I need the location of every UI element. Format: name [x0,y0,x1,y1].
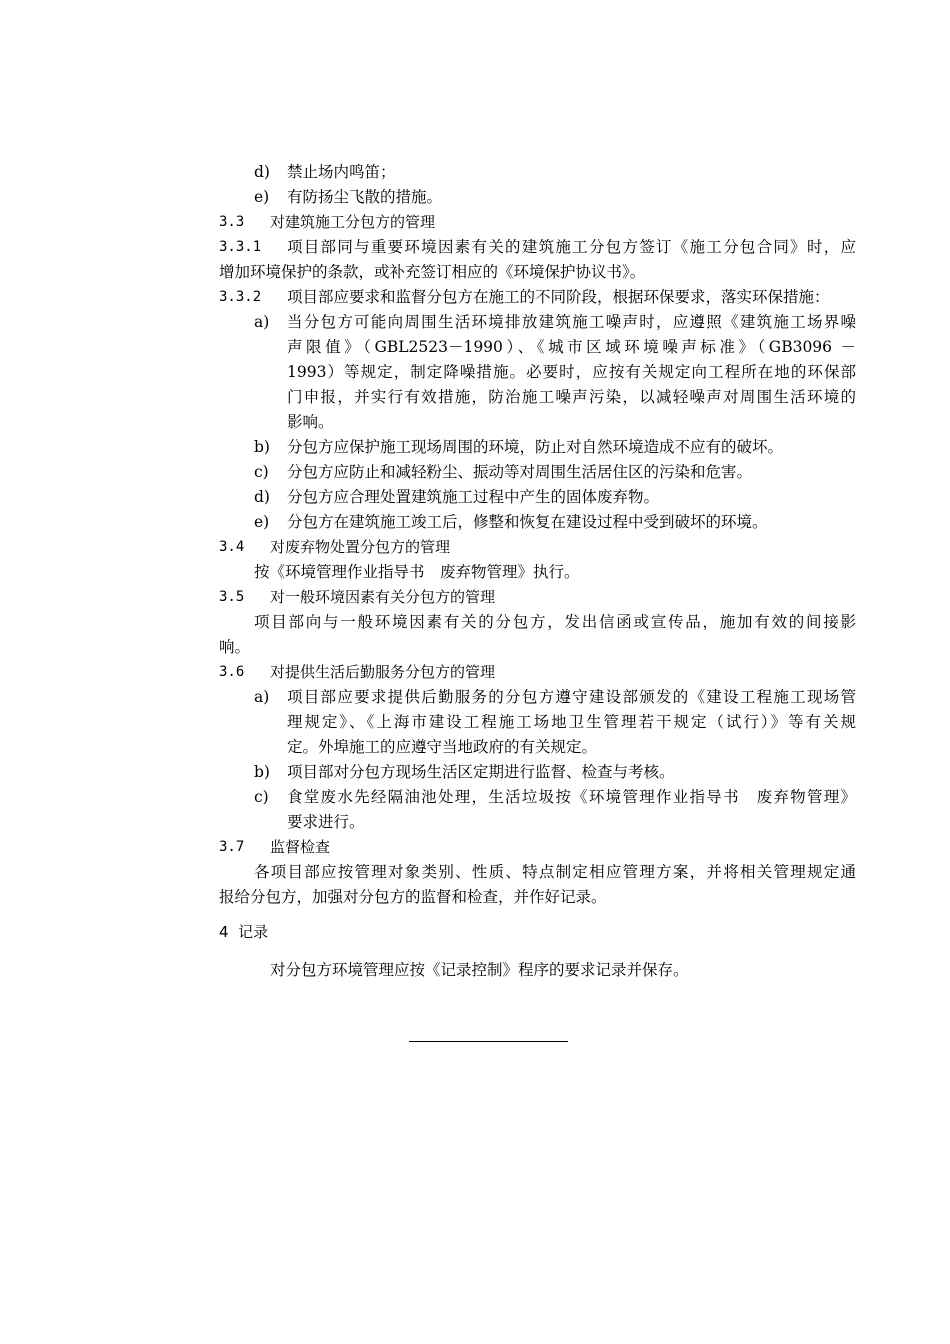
paragraph-line: 报给分包方，加强对分包方的监督和检查，并作好记录。 [219,888,607,906]
list-item-line: 要求进行。 [287,813,365,831]
list-label: c) [254,788,269,806]
list-label: a) [254,313,270,331]
list-item-text: 分包方在建筑施工竣工后，修整和恢复在建设过程中受到破坏的环境。 [287,513,768,531]
paragraph-line: 响。 [219,638,251,656]
list-item-line: 项目部应要求提供后勤服务的分包方遵守建设部颁发的《建设工程施工现场管 [287,688,856,706]
list-item-text: 有防扬尘飞散的措施。 [287,188,443,206]
section-number: 3.6 [219,664,245,680]
list-item-line: 影响。 [287,413,334,431]
subsection-number: 3.3.2 [219,289,262,305]
section-number: 3.4 [219,539,245,555]
list-item-line: 当分包方可能向周围生活环境排放建筑施工噪声时，应遵照《建筑施工场界噪 [287,313,856,331]
list-label: e) [254,513,270,531]
paragraph-line: 增加环境保护的条款，或补充签订相应的《环境保护协议书》。 [219,263,646,281]
section-heading: 对提供生活后勤服务分包方的管理 [270,663,496,681]
section-heading: 对一般环境因素有关分包方的管理 [270,588,496,606]
section-heading: 对建筑施工分包方的管理 [270,213,436,231]
paragraph-line: 按《环境管理作业指导书 废弃物管理》执行。 [254,563,580,581]
paragraph-line: 项目部应要求和监督分包方在施工的不同阶段，根据环保要求，落实环保措施： [287,288,830,306]
list-label: c) [254,463,269,481]
list-item-text: 分包方应合理处置建筑施工过程中产生的固体废弃物。 [287,488,660,506]
list-label: d) [254,488,270,506]
list-label: a) [254,688,270,706]
section-number: 3.3 [219,214,245,230]
section-heading: 监督检查 [270,838,331,856]
subsection-number: 3.3.1 [219,239,262,255]
list-item-line: 门申报，并实行有效措施，防治施工噪声污染，以减轻噪声对周围生活环境的 [287,388,856,406]
list-item-line: 理规定》、《上海市建设工程施工场地卫生管理若干规定（试行）》等有关规 [287,713,856,731]
paragraph-line: 对分包方环境管理应按《记录控制》程序的要求记录并保存。 [270,961,689,979]
paragraph-line: 各项目部应按管理对象类别、性质、特点制定相应管理方案，并将相关管理规定通 [254,863,856,881]
list-item-line: 1993）等规定，制定降噪措施。必要时，应按有关规定向工程所在地的环保部 [287,363,856,381]
list-item-line: 定。外埠施工的应遵守当地政府的有关规定。 [287,738,598,756]
section-number: 3.7 [219,839,245,855]
end-divider-line [409,1041,568,1042]
paragraph-line: 项目部同与重要环境因素有关的建筑施工分包方签订《施工分包合同》时，应 [287,238,856,256]
list-item-text: 分包方应防止和减轻粉尘、振动等对周围生活居住区的污染和危害。 [287,463,753,481]
list-label: d) [254,163,270,181]
section-heading: 对废弃物处置分包方的管理 [270,538,451,556]
section-heading: 4 记录 [219,923,269,941]
list-label: b) [254,438,270,456]
list-label: e) [254,188,270,206]
list-item-text: 禁止场内鸣笛； [287,163,396,181]
list-label: b) [254,763,270,781]
list-item-text: 分包方应保护施工现场周围的环境，防止对自然环境造成不应有的破坏。 [287,438,784,456]
section-number: 3.5 [219,589,245,605]
paragraph-line: 项目部向与一般环境因素有关的分包方，发出信函或宣传品，施加有效的间接影 [254,613,856,631]
list-item-text: 项目部对分包方现场生活区定期进行监督、检查与考核。 [287,763,675,781]
list-item-line: 食堂废水先经隔油池处理，生活垃圾按《环境管理作业指导书 废弃物管理》 [287,788,856,806]
list-item-line: 声限值》（GBL2523－1990）、《城市区域环境噪声标准》（GB3096 － [287,338,856,356]
